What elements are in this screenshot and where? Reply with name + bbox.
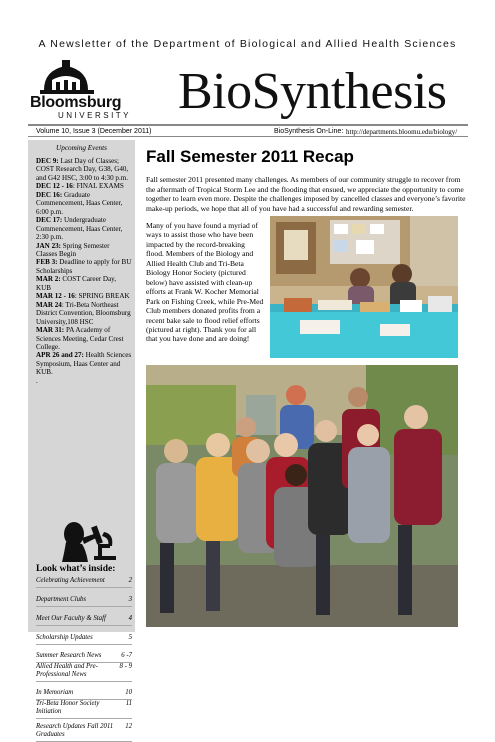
event-item: DEC 17: Undergraduate Commencement, Haas Center, 2:30 p.m. [36, 216, 123, 242]
article-body-paragraph: Many of you have found a myriad of ways to assist those who have been impacted by the record-breaking flood. Members of the Biology and Allied Health Club and Tri-Beta Biology Honor Society (pictured below) have assisted with clean-up efforts at Frank W. Kocher Memorial Park on Fishing Creek, while Pre-Med Club members donated profits from a recent bake sale to flood relief efforts (pictured at right). Thank you for all that you have done and are doing! [146, 221, 264, 344]
event-item: JAN 23: Spring Semester Classes Begin [36, 241, 110, 258]
logo-subtitle: UNIVERSITY [58, 111, 132, 120]
events-list [36, 157, 132, 385]
issue-info-bar [28, 124, 468, 137]
masthead-title: BioSynthesis [178, 63, 447, 120]
upcoming-events-heading: Upcoming Events [56, 144, 107, 152]
event-item: FEB 3: Deadline to apply for BU Scholarships [36, 258, 132, 275]
event-item: MAR 12 - 16: SPRING BREAK [36, 292, 130, 301]
sidebar [28, 140, 135, 738]
toc-item[interactable]: Research Updates Fall 2011 Graduates 12 [36, 723, 132, 742]
toc-item[interactable]: Summer Research News 6 -7 [36, 652, 132, 663]
contents-heading: Look what’s inside: [36, 564, 116, 574]
cleanup-group-photo [146, 365, 458, 627]
event-item: DEC 16: Graduate Commencement, Haas Center, 6:00 p.m. [36, 190, 123, 216]
event-item: MAR 31: PA Academy of Sciences Meeting, Cedar Crest College. [36, 326, 124, 351]
toc-item[interactable]: Scholarship Updates 5 [36, 634, 132, 645]
article-lead-paragraph: Fall semester 2011 presented many challenges. As members of our community struggle to recover from the aftermath of Tropical Storm Lee and the flooding that ensued, we appreciate the opportunity to come together to learn even more. Despite the challenges imposed by cancelled classes and everyone’s favorite make-up periods, we hope that all of you have had a successful and rewarding semester. [146, 175, 466, 213]
newsletter-tagline: A Newsletter of the Department of Biological and Allied Health Sciences [38, 38, 457, 50]
toc-item[interactable]: Celebrating Achievement 2 [36, 577, 132, 588]
bake-sale-photo [270, 216, 458, 358]
online-label: BioSynthesis On-Line: [274, 128, 344, 135]
issue-label: Volume 10, Issue 3 (December 2011) [36, 128, 152, 135]
event-item: DEC 9: Last Day of Classes; COST Research Day, G38, G40, and G42 HSC, 3:00 to 4:30 p.m. [36, 157, 129, 182]
bake-sale-photo-image [270, 216, 458, 358]
cleanup-group-photo-image [146, 365, 458, 627]
event-item: MAR 2: COST Career Day, KUB [36, 275, 116, 292]
website-link[interactable]: http://departments.bloomu.edu/biology/ [346, 128, 458, 136]
university-logo [30, 60, 150, 120]
carver-hall-logo-icon [38, 60, 98, 96]
toc-item[interactable]: Allied Health and Pre-Professional News 8 - 9 [36, 663, 132, 682]
event-item: APR 26 and 27: Health Sciences Symposium, Haas Center and KUB. [36, 351, 132, 377]
logo-wordmark: Bloomsburg [30, 94, 122, 111]
toc-item[interactable]: Department Clubs 3 [36, 596, 132, 607]
event-item: DEC 12 - 16: FINAL EXAMS [36, 182, 124, 191]
toc-item[interactable]: Tri-Beta Honor Society Initiation 11 [36, 700, 132, 719]
event-trailing: . [36, 376, 38, 385]
event-item: MAR 24: Tri-Beta Northeast District Convention, Bloomsburg University,108 HSC [36, 300, 131, 326]
article-headline: Fall Semester 2011 Recap [146, 147, 354, 166]
toc-item[interactable]: Meet Our Faculty & Staff 4 [36, 615, 132, 626]
toc-item[interactable]: In Memoriam 10 [36, 689, 132, 700]
microscope-silhouette-icon [60, 520, 122, 562]
